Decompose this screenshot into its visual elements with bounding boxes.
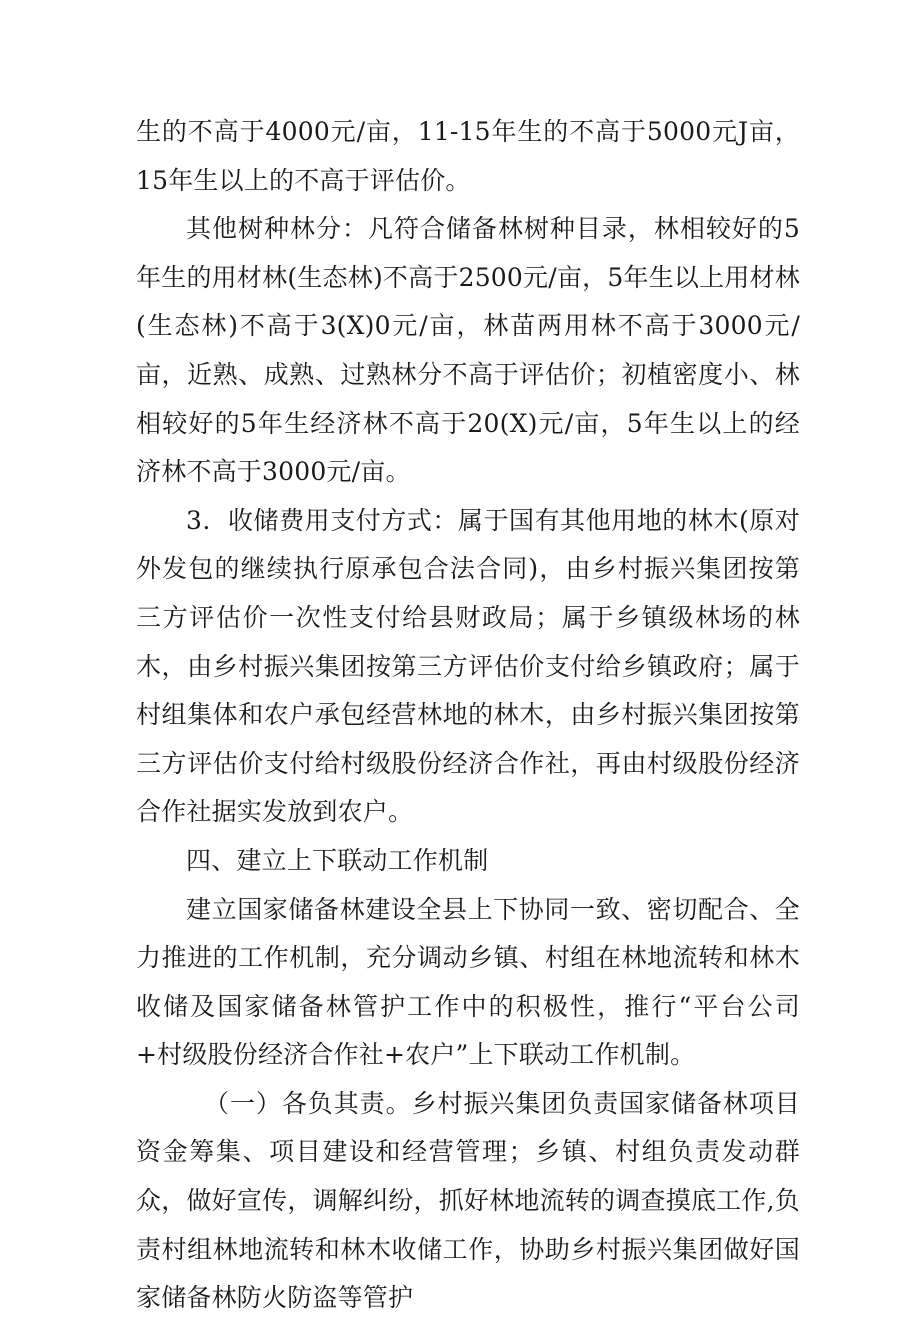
paragraph-other-species: 其他树种林分：凡符合储备林树种目录，林相较好的5年生的用材林(生态林)不高于2500元/亩，5年生以上用材林(生态林)不高于3(X)0元/亩，林苗两用林不高于3000元/亩，近熟、成熟、过熟林分不高于评估价；初植密度小、林相较好的5年生经济林不高于20(X)元/亩，5年生以上的经济林不高于3000元/亩。 [136,214,800,487]
paragraph-linkage-mechanism: 建立国家储备林建设全县上下协同一致、密切配合、全力推进的工作机制，充分调动乡镇、村组在林地流转和林木收储及国家储备林管护工作中的积极性，推行“平台公司+村级股份经济合作社+农户”上下联动工作机制。 [136,894,800,1070]
paragraph-responsibilities: （一）各负其责。乡村振兴集团负责国家储备林项目资金筹集、项目建设和经营管理；乡镇、村组负责发动群众，做好宣传，调解纠纷，抓好林地流转的调查摸底工作,负责村组林地流转和林木收储工作，协助乡村振兴集团做好国家储备林防火防盗等管护 [136,1088,800,1313]
document-body [136,108,800,1323]
section-heading-linkage: 四、建立上下联动工作机制 [186,845,489,875]
paragraph-payment-method: 3．收储费用支付方式：属于国有其他用地的林木(原对外发包的继续执行原承包合法合同)，由乡村振兴集团按第三方评估价一次性支付给县财政局；属于乡镇级林场的林木，由乡村振兴集团按第三方评估价支付给乡镇政府；属于村组集体和农户承包经营林地的林木，由乡村振兴集团按第三方评估价支付给村级股份经济合作社，再由村级股份经济合作社据实发放到农户。 [136,505,800,827]
paragraph-price-continuation: 生的不高于4000元/亩，11-15年生的不高于5000元J亩，15年生以上的不高于评估价。 [136,117,800,195]
